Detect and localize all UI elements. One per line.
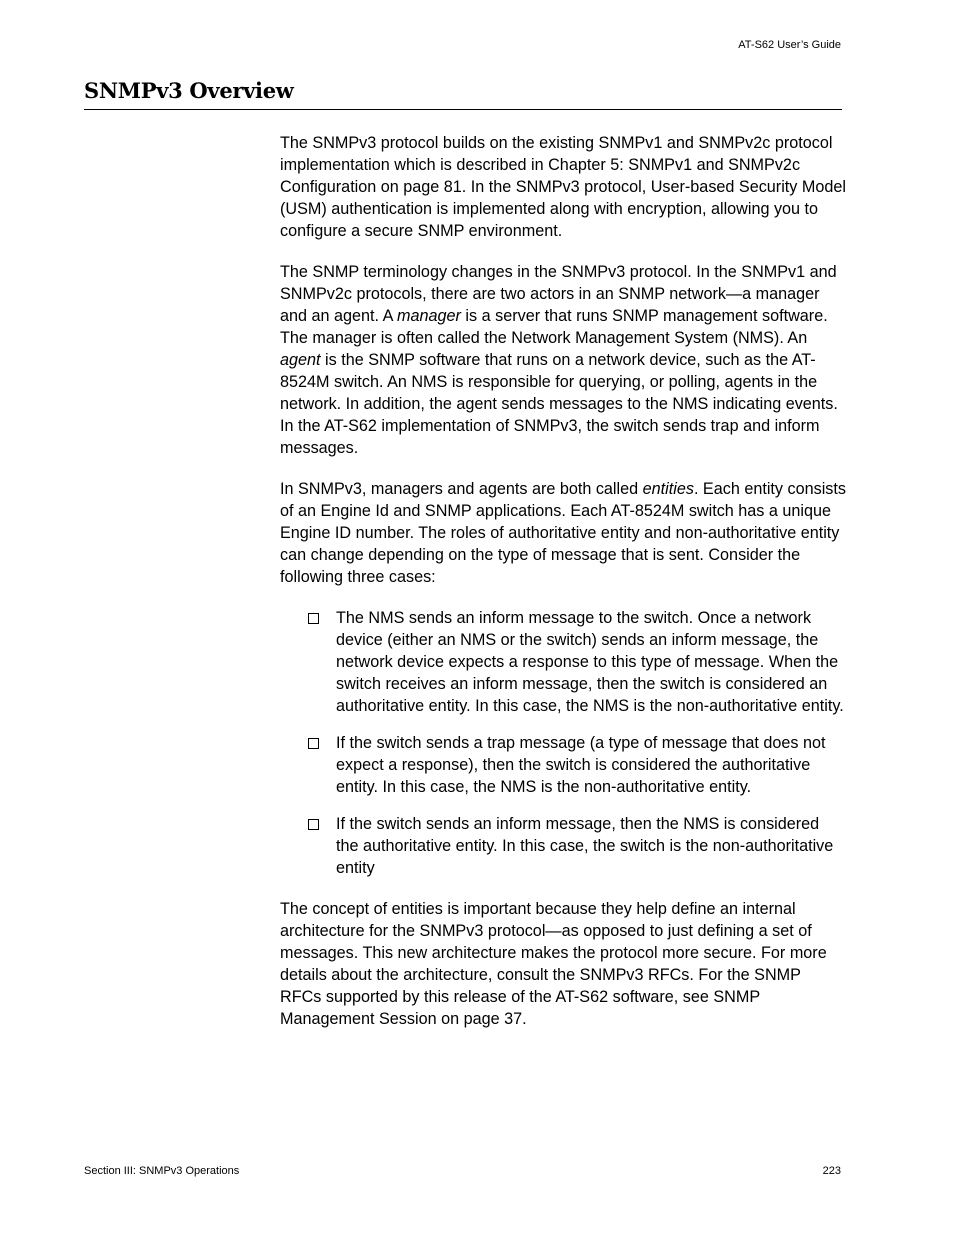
entities-text-b: . Each entity consists of an Engine Id and SNMP applications. Each AT-8524M switch has a unique Engine ID number. The roles of authoritative entity and non-authoritative entity can change depending on the type of message that is sent. Consider the following three cases: (280, 480, 846, 586)
terminology-text-c: is the SNMP software that runs on a network device, such as the AT-8524M switch. An NMS is responsible for querying, or polling, agents in the network. In addition, the agent sends messages to the NMS indicating events. In the AT-S62 implementation of SNMPv3, the switch sends trap and inform messages. (280, 351, 838, 457)
checkbox-bullet-icon (308, 613, 319, 624)
list-item (280, 732, 846, 798)
term-agent: agent (280, 351, 321, 369)
list-item (280, 607, 846, 717)
terminology-text-a: The SNMP terminology changes in the SNMPv3 protocol. In the SNMPv1 and SNMPv2c protocols, there are two actors in an SNMP network—a manager and an agent. A (280, 263, 837, 325)
paragraph-intro: The SNMPv3 protocol builds on the existing SNMPv1 and SNMPv2c protocol implementation which is described in Chapter 5: SNMPv1 and SNMPv2c Configuration on page 81. In the SNMPv3 protocol, User-based Security Model (USM) authentication is implemented along with encryption, allowing you to configure a secure SNMP environment. (280, 134, 846, 240)
checkbox-bullet-icon (308, 738, 319, 749)
term-entities: entities (642, 480, 694, 498)
body-text (280, 132, 846, 1049)
title-rule (84, 109, 842, 110)
list-item-text: If the switch sends an inform message, then the NMS is considered the authoritative entity. In this case, the switch is the non-authoritative entity (336, 815, 834, 877)
section-title: SNMPv3 Overview (84, 78, 294, 103)
list-item (280, 813, 846, 879)
paragraph-entities (280, 478, 846, 588)
paragraph-terminology (280, 261, 846, 459)
cases-list (280, 607, 846, 879)
page-number: 223 (822, 1165, 841, 1177)
list-item-text: If the switch sends a trap message (a type of message that does not expect a response), then the switch is considered the authoritative entity. In this case, the NMS is the non-authoritative entity. (336, 734, 826, 796)
term-manager: manager (397, 307, 461, 325)
checkbox-bullet-icon (308, 819, 319, 830)
list-item-text: The NMS sends an inform message to the switch. Once a network device (either an NMS or the switch) sends an inform message, the network device expects a response to this type of message. When the switch receives an inform message, then the switch is considered an authoritative entity. In this case, the NMS is the non-authoritative entity. (336, 609, 844, 715)
entities-text-a: In SNMPv3, managers and agents are both called (280, 480, 643, 498)
footer-section: Section III: SNMPv3 Operations (84, 1165, 240, 1177)
running-header: AT-S62 User’s Guide (738, 39, 841, 51)
terminology-text-b: is a server that runs SNMP management software. The manager is often called the Network Management System (NMS). An (280, 307, 828, 347)
paragraph-architecture: The concept of entities is important because they help define an internal architecture for the SNMPv3 protocol—as opposed to just defining a set of messages. This new architecture makes the protocol more secure. For more details about the architecture, consult the SNMPv3 RFCs. For the SNMP RFCs supported by this release of the AT-S62 software, see SNMP Management Session on page 37. (280, 900, 827, 1028)
